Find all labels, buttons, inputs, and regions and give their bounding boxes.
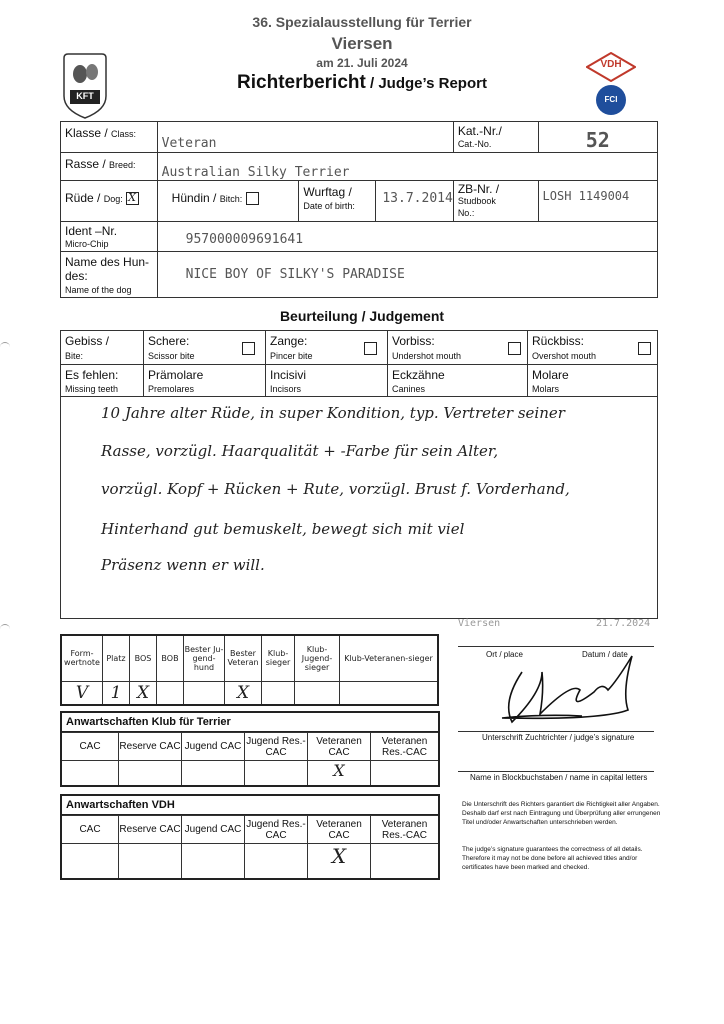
molare-label-en: Molars: [532, 384, 560, 394]
vdh-logo-text: VDH: [600, 59, 622, 70]
judgement-text-box: [60, 396, 658, 619]
club-cert-value[interactable]: [62, 761, 119, 785]
club-cert-title: Anwartschaften Klub für Terrier: [62, 713, 438, 732]
zange-label-en: Pincer bite: [270, 351, 313, 361]
zbnr-label-en1: Studbook: [457, 196, 496, 206]
date-label: Datum / date: [582, 650, 628, 659]
wurftag-label-en: Date of birth:: [303, 201, 355, 211]
vdh-cert-header: Veteranen Res.-CAC: [371, 816, 439, 844]
vorbiss-label-en: Undershot mouth: [392, 351, 462, 361]
ruede-checkbox-mark: X: [128, 191, 136, 205]
name-value-cell: [157, 252, 657, 298]
report-title-de: Richterbericht: [237, 72, 366, 93]
vdh-cert-table: [62, 815, 438, 878]
klasse-label: Klasse /: [65, 126, 108, 140]
vdh-cert-block: [60, 794, 440, 880]
show-date: am 21. Juli 2024: [316, 56, 408, 70]
vdh-cert-value[interactable]: [62, 844, 119, 878]
schere-cell: [144, 331, 266, 365]
rasse-label: Rasse /: [65, 157, 106, 171]
katnr-label-en: Cat.-No.: [457, 139, 492, 149]
klasse-value: Veteran: [161, 136, 217, 151]
schere-checkbox[interactable]: [242, 342, 255, 355]
gebiss-label: Gebiss /: [65, 334, 110, 348]
signature-note-en: The judge’s signature guarantees the correctness of all details. Therefore it may not be done before all achieved titles and/or certificates have been marked and checked.: [462, 846, 643, 871]
show-title: 36. Spezialausstellung für Terrier: [252, 14, 472, 30]
results-value[interactable]: [157, 681, 184, 705]
vdh-cert-header: Reserve CAC: [119, 816, 182, 844]
fci-logo-text: FCI: [604, 95, 618, 104]
ruede-checkbox[interactable]: [126, 192, 139, 205]
judgement-title: Beurteilung / Judgement: [279, 308, 445, 324]
club-cert-table: [62, 732, 438, 785]
judgement-line-1: 10 Jahre alter Rüde, in super Kondition, typ. Vertreter seiner: [101, 404, 565, 422]
huendin-label-cell: [157, 181, 299, 222]
results-value[interactable]: X: [130, 681, 157, 705]
results-value[interactable]: [262, 681, 295, 705]
zbnr-label: ZB-Nr. /: [457, 182, 500, 196]
punch-hole-mark: [0, 624, 10, 635]
results-header: BOS: [130, 635, 157, 681]
rasse-value: Australian Silky Terrier: [161, 165, 350, 180]
judgement-line-5: Präsenz wenn er will.: [101, 556, 265, 574]
kft-logo: [62, 52, 108, 120]
signature-line: [458, 731, 654, 732]
ident-label-en: Micro-Chip: [65, 239, 109, 249]
eckzaehne-label: Eckzähne: [392, 368, 445, 382]
wurftag-cell: [299, 181, 453, 222]
wurftag-label: Wurftag /: [303, 185, 352, 199]
praemolare-label: Prämolare: [148, 368, 204, 382]
zange-label: Zange:: [270, 334, 308, 348]
vdh-cert-header: CAC: [62, 816, 119, 844]
results-value[interactable]: [295, 681, 340, 705]
show-city: Viersen: [331, 34, 393, 53]
rasse-value-cell: [157, 153, 657, 181]
incisivi-label-en: Incisors: [270, 384, 302, 394]
fehlen-label-en: Missing teeth: [65, 384, 119, 394]
huendin-label: Hündin /: [171, 191, 217, 205]
results-header: Klub-Veteranen-sieger: [340, 635, 439, 681]
results-header: Platz: [103, 635, 130, 681]
klasse-label-en: Class:: [111, 129, 137, 139]
name-capitals-line: [458, 771, 654, 772]
dog-info-table: [60, 121, 658, 298]
huendin-label-en: Bitch:: [219, 194, 243, 204]
vorbiss-checkbox[interactable]: [508, 342, 521, 355]
judgement-line-4: Hinterhand gut bemuskelt, bewegt sich mit viel: [101, 520, 465, 538]
vdh-cert-value[interactable]: X: [308, 844, 371, 878]
praemolare-label-en: Premolares: [148, 384, 195, 394]
results-value[interactable]: 1: [103, 681, 130, 705]
eckzaehne-label-en: Canines: [392, 384, 426, 394]
gebiss-cell: [61, 331, 144, 365]
club-cert-value[interactable]: [245, 761, 308, 785]
ruede-label-cell: [61, 181, 158, 222]
name-capitals-label: Name in Blockbuchstaben / name in capital letters: [470, 773, 648, 782]
bite-table: [60, 330, 658, 397]
judgement-line-3: vorzügl. Kopf + Rücken + Rute, vorzügl. Brust f. Vorderhand,: [101, 480, 570, 498]
results-value[interactable]: X: [225, 681, 262, 705]
club-cert-value[interactable]: X: [308, 761, 371, 785]
club-cert-block: [60, 711, 440, 787]
rueckbiss-label-en: Overshot mouth: [532, 351, 597, 361]
vdh-cert-header: Jugend CAC: [182, 816, 245, 844]
ident-value: 957000009691641: [185, 232, 304, 247]
incisivi-label: Incisivi: [270, 368, 307, 382]
place-label: Ort / place: [486, 650, 523, 659]
vorbiss-label: Vorbiss:: [392, 334, 435, 348]
praemolare-cell: [144, 365, 266, 397]
zbnr-value-cell: [538, 181, 657, 222]
molare-cell: [528, 365, 658, 397]
name-label-en: Name of the dog: [65, 285, 132, 295]
klasse-label-cell: [61, 122, 158, 153]
rasse-label-en: Breed:: [109, 160, 136, 170]
eckzaehne-cell: [388, 365, 528, 397]
katnr-value-cell: [538, 122, 657, 153]
vdh-cert-title: Anwartschaften VDH: [62, 796, 438, 815]
club-cert-header: Reserve CAC: [119, 733, 182, 761]
club-cert-header: Jugend Res.-CAC: [245, 733, 308, 761]
gebiss-label-en: Bite:: [65, 351, 84, 361]
rueckbiss-checkbox[interactable]: [638, 342, 651, 355]
zange-checkbox[interactable]: [364, 342, 377, 355]
date-value: 21.7.2024: [596, 618, 651, 629]
zbnr-label-cell: [453, 181, 538, 222]
fehlen-label: Es fehlen:: [65, 368, 119, 382]
results-header: Klub-sieger: [262, 635, 295, 681]
vdh-cert-header: Veteranen CAC: [308, 816, 371, 844]
name-value: NICE BOY OF SILKY'S PARADISE: [185, 267, 405, 282]
vdh-cert-value[interactable]: [119, 844, 182, 878]
zbnr-value: LOSH 1149004: [542, 189, 630, 203]
results-header: Bester Ju-gend-hund: [184, 635, 225, 681]
ruede-label-en: Dog:: [103, 194, 123, 204]
molare-label: Molare: [532, 368, 569, 382]
incisivi-cell: [266, 365, 388, 397]
club-cert-header: Jugend CAC: [182, 733, 245, 761]
ruede-label: Rüde /: [65, 191, 101, 205]
vdh-cert-value[interactable]: [371, 844, 439, 878]
ident-label: Ident –Nr.: [65, 224, 118, 238]
club-cert-value[interactable]: [119, 761, 182, 785]
punch-hole-mark: [0, 342, 10, 353]
club-cert-header: Veteranen CAC: [308, 733, 371, 761]
vdh-cert-value[interactable]: [245, 844, 308, 878]
ident-value-cell: [157, 222, 657, 252]
signature-label: Unterschrift Zuchtrichter / judge’s signature: [482, 733, 635, 742]
rueckbiss-label: Rückbiss:: [532, 334, 585, 348]
ident-label-cell: [61, 222, 158, 252]
rueckbiss-cell: [528, 331, 658, 365]
results-value[interactable]: V: [61, 681, 103, 705]
club-cert-value[interactable]: [371, 761, 439, 785]
zbnr-label-en2: No.:: [457, 208, 475, 218]
name-label-cell: [61, 252, 158, 298]
zange-cell: [266, 331, 388, 365]
report-title-en: / Judge’s Report: [365, 75, 487, 92]
results-value[interactable]: [340, 681, 439, 705]
results-header: Form-wertnote: [61, 635, 103, 681]
kft-logo-text: KFT: [76, 91, 94, 101]
results-header: Bester Veteran: [225, 635, 262, 681]
judgement-line-2: Rasse, vorzügl. Haarqualität + -Farbe für sein Alter,: [101, 442, 499, 460]
katnr-label: Kat.-Nr./: [457, 124, 502, 138]
wurftag-label-box: [299, 181, 376, 221]
katnr-value: 52: [585, 128, 610, 152]
vorbiss-cell: [388, 331, 528, 365]
klasse-value-cell: [157, 122, 453, 153]
results-table: [60, 634, 439, 706]
club-cert-header: CAC: [62, 733, 119, 761]
schere-label-en: Scissor bite: [148, 351, 195, 361]
club-cert-value[interactable]: [182, 761, 245, 785]
huendin-checkbox[interactable]: [246, 192, 259, 205]
schere-label: Schere:: [148, 334, 190, 348]
vdh-cert-header: Jugend Res.-CAC: [245, 816, 308, 844]
place-value: Viersen: [458, 618, 501, 629]
club-cert-header: Veteranen Res.-CAC: [371, 733, 439, 761]
place-date-line: [458, 646, 654, 647]
judge-signature: [482, 652, 662, 732]
rasse-label-cell: [61, 153, 158, 181]
vdh-cert-value[interactable]: [182, 844, 245, 878]
name-label-2: des:: [65, 269, 88, 283]
name-label-1: Name des Hun-: [65, 255, 150, 269]
results-header: BOB: [157, 635, 184, 681]
fehlen-cell: [61, 365, 144, 397]
results-value[interactable]: [184, 681, 225, 705]
katnr-label-cell: [453, 122, 538, 153]
results-header: Klub-Jugend-sieger: [295, 635, 340, 681]
wurftag-value: 13.7.2014: [382, 191, 453, 206]
signature-note-de: Die Unterschrift des Richters garantiert die Richtigkeit aller Angaben. Deshalb darf erst nach Eintragung und Überprüfung aller errungenen Titel und/oder Anwartschaften unterschrieben werden.: [462, 801, 661, 826]
